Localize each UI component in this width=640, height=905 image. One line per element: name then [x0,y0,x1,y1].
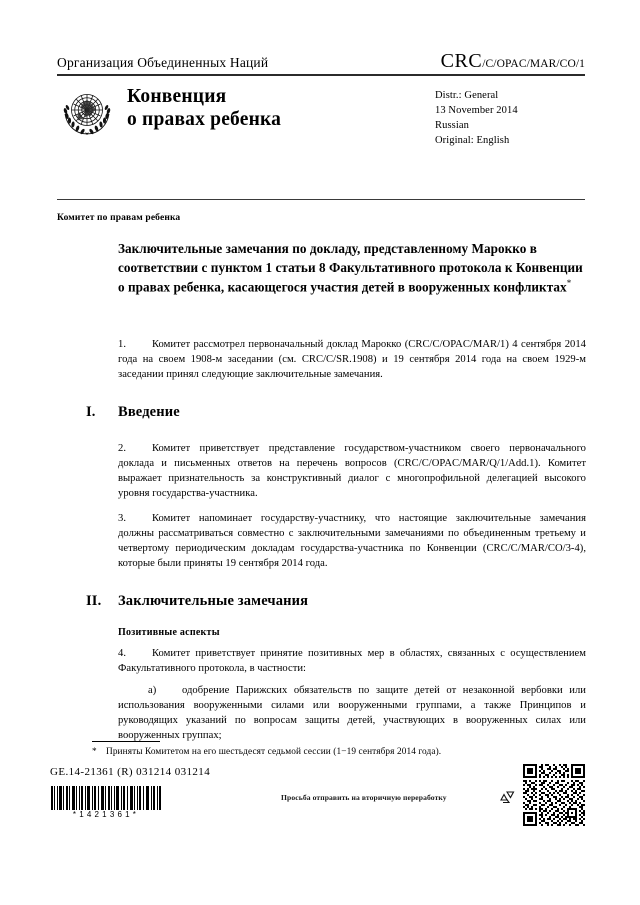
document-symbol-prefix: CRC [440,50,483,72]
qr-code [523,764,585,826]
subheading-positive-aspects: Позитивные аспекты [118,627,220,638]
distribution-date: 13 November 2014 [435,105,518,117]
distribution-block [435,85,585,148]
paragraph-1-text: Комитет рассмотрел первоначальный доклад Марокко (CRC/C/OPAC/MAR/1) 4 сентября 2014 года на своем 1908-м заседании (см. CRC/C/SR.1908) и 19 сентября 2014 года на своем 1929-м заседании принял следующие заключительные замечания. [118,339,586,381]
page-title [118,240,588,298]
paragraph-2-text: Комитет приветствует представление государством-участником своего первоначального доклада и письменных ответов на перечень вопросов (CRC/C/OPAC/MAR/Q/1/Add.1). Комитет выражает признательность за конструктивный диалог с многопрофильной делегацией высокого уровня государства-участника. [118,443,586,500]
title-footnote-marker: * [566,278,572,289]
page-title-text: Заключительные замечания по докладу, представленному Марокко в соответствии с пунктом 1 статьи 8 Факультативного протокола к Конвенции о правах ребенка, касающегося участия детей в вооруженных конфликтах [118,241,583,295]
paragraph-4a-number: a) [148,685,157,696]
footnote-divider [92,741,160,742]
recycle-icon [497,788,517,805]
recycle-notice: Просьба отправить на вторичную переработку [281,793,447,802]
un-emblem-icon [57,86,117,140]
document-symbol [441,50,585,73]
paragraph-2-number: 2. [118,443,126,454]
paragraph-1 [118,337,586,382]
distribution-type: Distr.: General [435,90,499,101]
barcode-text: *1421361* [72,810,140,819]
convention-title [127,85,435,148]
section-heading-introduction [86,404,180,421]
masthead-divider [57,74,585,76]
ge-reference: GE.14-21361 (R) 031214 031214 [50,766,211,778]
section-heading-concluding-observations [86,593,309,610]
organization-name: Организация Объединенных Наций [57,55,269,70]
section-numeral-2: II. [86,593,102,609]
committee-name: Комитет по правам ребенка [57,213,181,223]
convention-title-line1: Конвенция [127,86,227,107]
paragraph-3-text: Комитет напоминает государству-участнику, что настоящие заключительные замечания должны рассматриваться совместно с заключительными замечаниями по объединенным третьему и четвертому периодическим докладам государства-участника по Конвенции (CRC/C/MAR/CO/3-4), которые были приняты 19 сентября 2014 года. [118,513,586,570]
distribution-language: Russian [435,120,469,132]
masthead-top-row [57,50,585,72]
paragraph-4a-text: одобрение Парижских обязательств по защите детей от незаконной вербовки или использования вооруженными силами или вооруженными группами, а также Принципов и руководящих указаний по вопросам защиты детей, участвующих в вооруженных силах или вооруженных группах; [118,685,586,742]
barcode [50,786,162,810]
masthead [57,50,585,148]
section-heading-2-text: Заключительные замечания [118,593,309,609]
paragraph-3-number: 3. [118,513,126,524]
section-heading-1-text: Введение [118,404,180,420]
paragraph-4-number: 4. [118,648,126,659]
paragraph-2 [118,441,586,501]
paragraph-4-text: Комитет приветствует принятие позитивных мер в областях, связанных с осуществлением Факультативного протокола, в частности: [118,648,586,675]
section-numeral-1: I. [86,404,96,420]
footnote-marker: * [92,747,97,757]
distribution-original: Original: English [435,135,510,147]
footnote [92,747,562,757]
document-symbol-suffix: /C/OPAC/MAR/CO/1 [482,58,585,70]
footnote-text: Приняты Комитетом на его шестьдесят седьмой сессии (1−19 сентября 2014 года). [106,747,442,757]
paragraph-4a [118,683,586,743]
paragraph-4 [118,646,586,676]
convention-title-line2: о правах ребенка [127,108,282,130]
committee-divider [57,199,585,200]
paragraph-3 [118,511,586,571]
paragraph-1-number: 1. [118,339,126,350]
masthead-bottom-row [57,85,585,148]
